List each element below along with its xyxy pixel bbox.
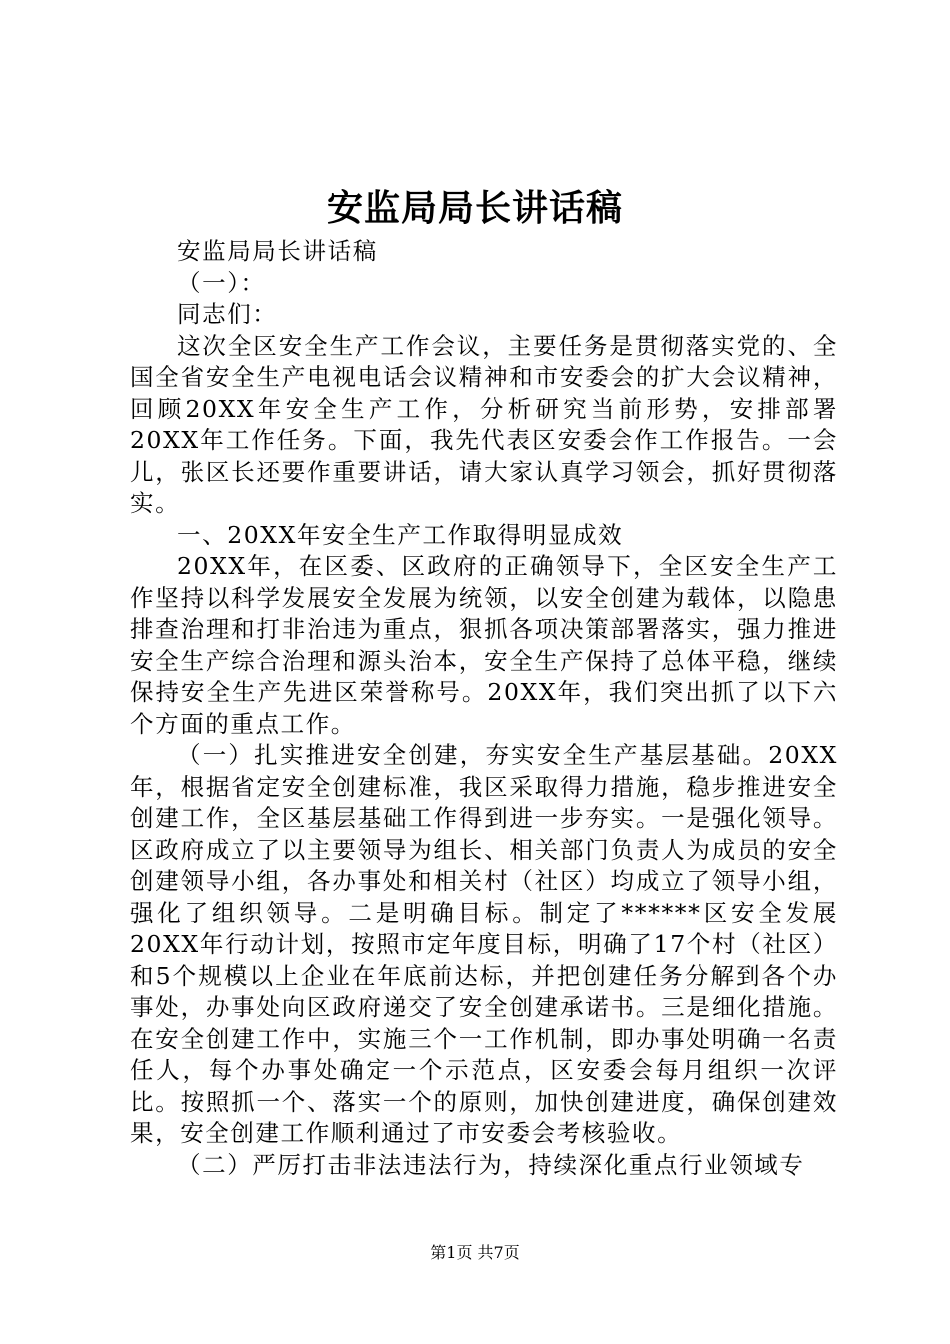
paragraph-item-2: （二）严厉打击非法违法行为，持续深化重点行业领域专 [177,1150,805,1179]
paragraph-item-1: （一）扎实推进安全创建，夯实安全生产基层基础。20XX年，根据省定安全创建标准，我区采取得力措施，稳步推进安全创建工作，全区基层基础工作得到进一步夯实。一是强化领导。区政府成立了以主要领导为组长、相关部门负责人为成员的安全创建领导小组，各办事处和相关村（社区）均成立了领导小组，强化了组织领导。二是明确目标。制定了******区安全发展20XX年行动计划，按照市定年度目标，明确了17个村（社区）和5个规模以上企业在年底前达标，并把创建任务分解到各个办事处，办事处向区政府递交了安全创建承诺书。三是细化措施。在安全创建工作中，实施三个一工作机制，即办事处明确一名责任人，每个办事处确定一个示范点，区安委会每月组织一次评比。按照抓一个、落实一个的原则，加快创建进度，确保创建效果，安全创建工作顺利通过了市安委会考核验收。 [130,741,838,1147]
section-heading-1: 一、20XX年安全生产工作取得明显成效 [177,520,624,549]
paragraph-heading-repeat: 安监局局长讲话稿 [177,237,378,265]
document-body [130,236,838,1181]
page-number-footer: 第1页 共7页 [430,1243,520,1262]
paragraph-salutation: 同志们： [177,300,278,328]
paragraph-intro: 这次全区安全生产工作会议，主要任务是贯彻落实党的、全国全省安全生产电视电话会议精神和市安委会的扩大会议精神，回顾20XX年安全生产工作，分析研究当前形势，安排部署20XX年工作任务。下面，我先代表区安委会作工作报告。一会儿，张区长还要作重要讲话，请大家认真学习领会，抓好贯彻落实。 [130,331,838,517]
paragraph-overview: 20XX年，在区委、区政府的正确领导下，全区安全生产工作坚持以科学发展安全发展为统领，以安全创建为载体，以隐患排查治理和打非治违为重点，狠抓各项决策部署落实，强力推进安全生产综合治理和源头治本，安全生产保持了总体平稳，继续保持安全生产先进区荣誉称号。20XX年，我们突出抓了以下六个方面的重点工作。 [130,552,838,738]
document-title: 安监局局长讲话稿 [326,187,623,229]
paragraph-part-label: （一）： [177,268,266,297]
